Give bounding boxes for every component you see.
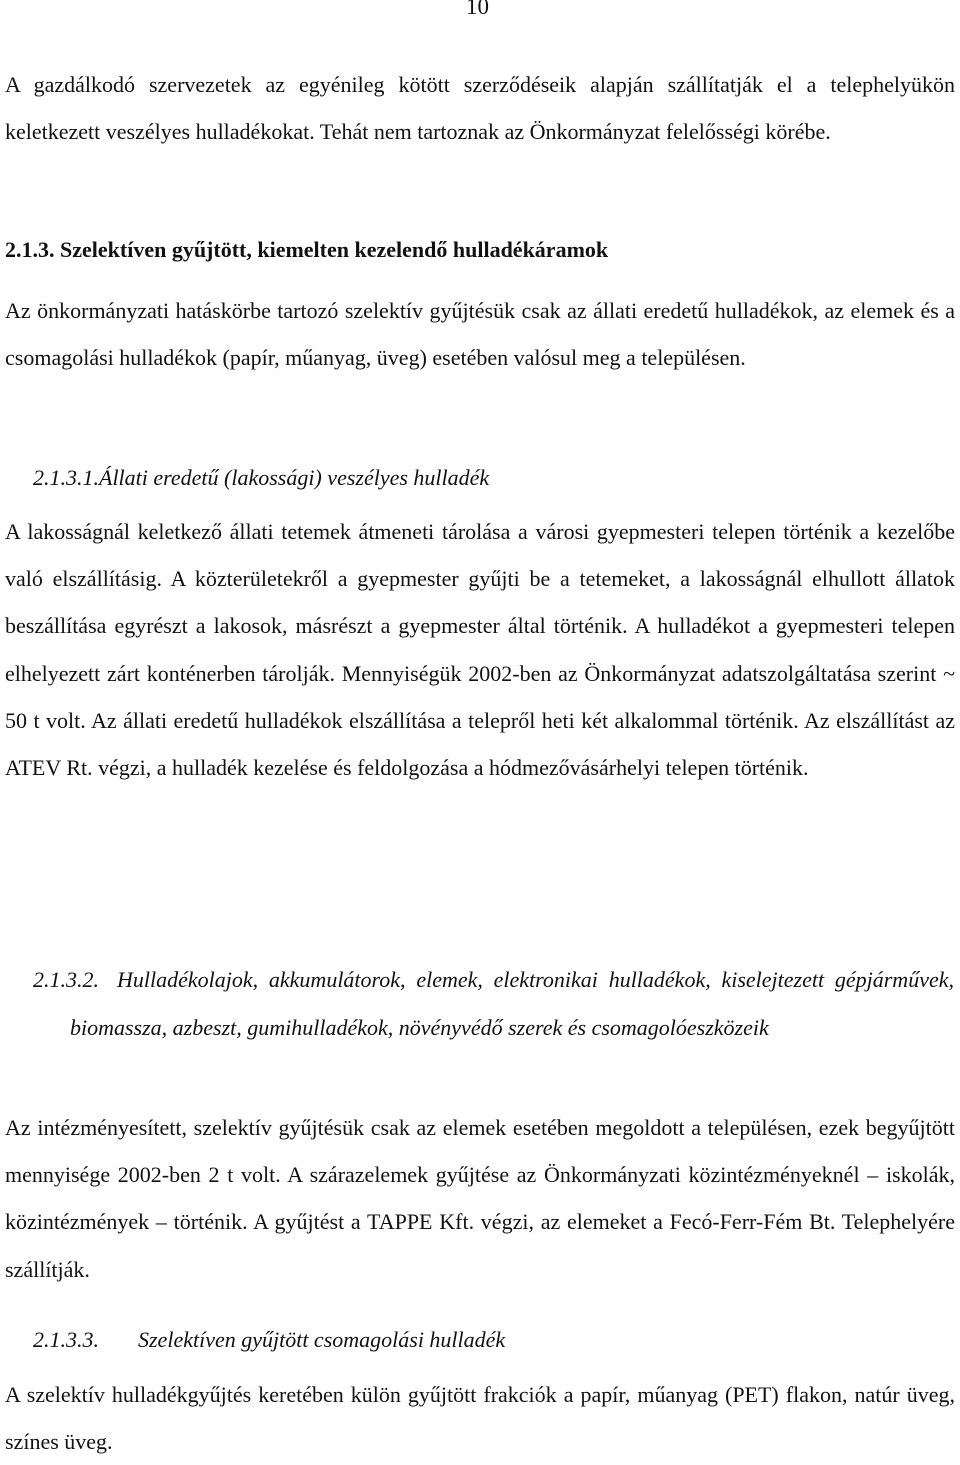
section-2-1-3-1-body: A lakosságnál keletkező állati tetemek átmeneti tárolása a városi gyepmesteri telepen történik a kezelőbe való elszállításig. A közterületekről a gyepmester gyűjti be a tetemeket, a lakosságnál elhullott állatok beszállítása egyrészt a lakosok, másrészt a gyepmester által történik. A hulladékot a gyepmesteri telepen elhelyezett zárt konténerben tárolják. Mennyiségük 2002-ben az Önkormányzat adatszolgáltatása szerint ~ 50 t volt. Az állati eredetű hulladékok elszállítása a telepről heti két alkalommal történik. Az elszállítást az ATEV Rt. végzi, a hulladék kezelése és feldolgozása a hódmezővásárhelyi telepen történik. [5, 519, 955, 781]
section-heading-2-1-3-2: Hulladékolajok, akkumulátorok, elemek, elektronikai hulladékok, kiselejtezett gépjárművek, biomassza, azbeszt, gumihulladékok, növényvédő szerek és csomagolóeszközeik [70, 967, 954, 1040]
section-number-2-1-3-2: 2.1.3.2. [33, 967, 99, 992]
section-number: 2.1.3.3. [33, 1327, 99, 1352]
section-2-1-3-3-body: A szelektív hulladékgyűjtés keretében külön gyűjtött frakciók a papír, műanyag (PET) flakon, natúr üveg, színes üveg. [5, 1382, 955, 1455]
section-2-1-3-body: Az önkormányzati hatáskörbe tartozó szelektív gyűjtésük csak az állati eredetű hulladékok, az elemek és a csomagolási hulladékok (papír, műanyag, üveg) esetében valósul meg a településen. [5, 298, 955, 371]
section-number: 2.1.3.1. [33, 465, 99, 490]
page-number: 10 [466, 0, 489, 19]
section-heading-2-1-3-3 [33, 1320, 505, 1360]
section-2-1-3-2-body: Az intézményesített, szelektív gyűjtésük csak az elemek esetében megoldott a településen, ezek begyűjtött mennyisége 2002-ben 2 t volt. A szárazelemek gyűjtése az Önkormányzati közintézményeknél – iskolák, közintézmények – történik. A gyűjtést a TAPPE Kft. végzi, az elemeket a Fecó-Ferr-Fém Bt. Telephelyére szállítják. [5, 1115, 955, 1282]
section-heading-2-1-3-1 [33, 458, 489, 498]
section-title: Állati eredetű (lakossági) veszélyes hulladék [99, 465, 490, 490]
section-title: Szelektíven gyűjtött, kiemelten kezelendő hulladékáramok [60, 237, 609, 262]
section-heading-2-1-3 [5, 230, 608, 270]
section-title: Szelektíven gyűjtött csomagolási hulladék [138, 1327, 506, 1352]
intro-paragraph: A gazdálkodó szervezetek az egyénileg kötött szerződéseik alapján szállítatják el a telephelyükön keletkezett veszélyes hulladékokat. Tehát nem tartoznak az Önkormányzat felelősségi körébe. [5, 72, 955, 145]
section-number: 2.1.3. [5, 237, 55, 262]
